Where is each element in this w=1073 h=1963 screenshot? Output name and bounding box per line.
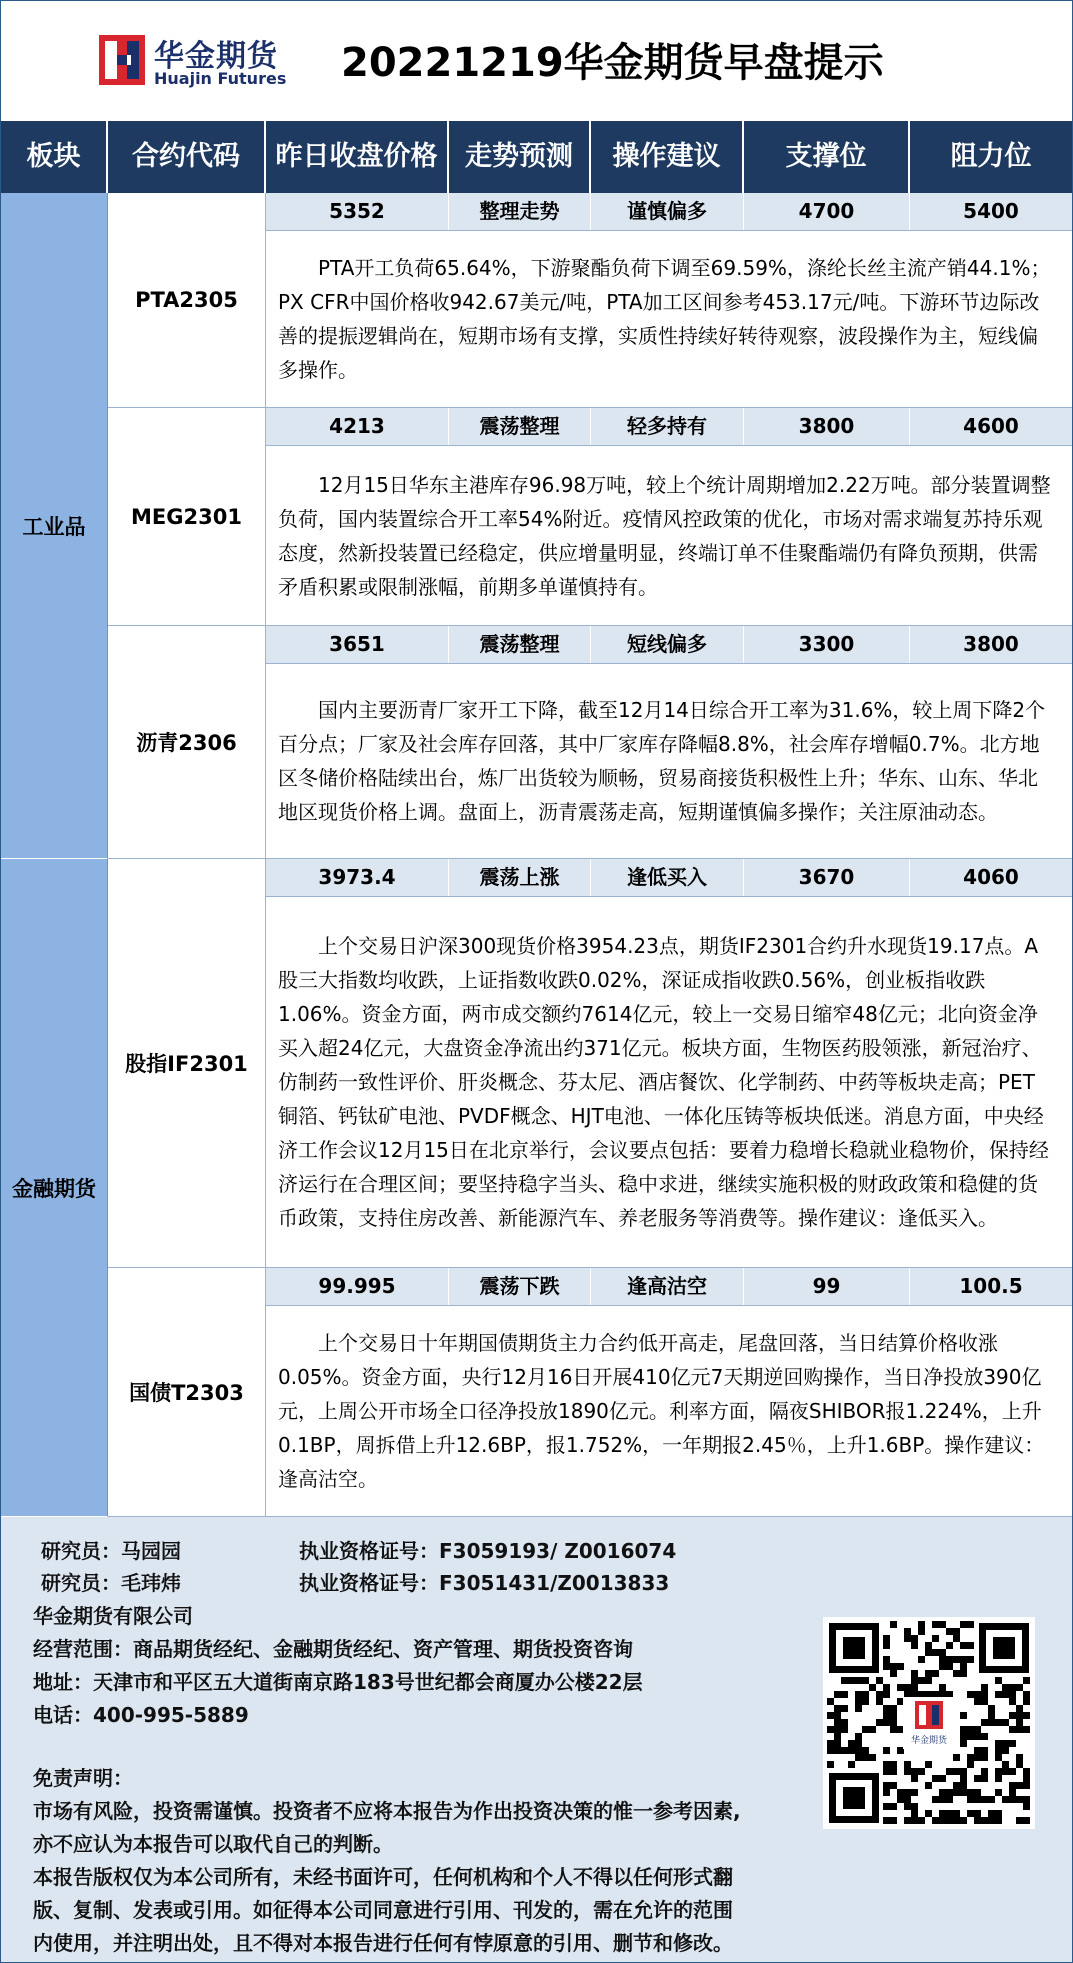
researcher-1: 研究员：马园园 <box>41 1539 181 1563</box>
license-1: 执业资格证号：F3059193/ Z0016074 <box>299 1539 677 1563</box>
table-row <box>266 626 1072 664</box>
support-level: 4700 <box>744 193 910 230</box>
col-trend: 走势预测 <box>449 121 591 193</box>
trend-forecast: 整理走势 <box>449 193 591 230</box>
contract-code: PTA2305 <box>108 193 266 408</box>
support-level: 3800 <box>744 408 910 445</box>
contract-code: 沥青2306 <box>108 626 266 859</box>
contract-code: 国债T2303 <box>108 1268 266 1517</box>
logo-chinese-name: 华金期货 <box>154 39 278 74</box>
support-level: 99 <box>744 1268 910 1305</box>
disclaimer-line: 版、复制、发表或引用。如征得本公司同意进行引用、刊发的，需在允许的范围 <box>33 1898 733 1922</box>
commentary <box>266 897 1072 1268</box>
trade-advice: 谨慎偏多 <box>591 193 744 230</box>
resistance-level: 4060 <box>963 865 1019 889</box>
commentary <box>266 664 1072 859</box>
researcher-2: 研究员：毛玮炜 <box>41 1571 181 1595</box>
col-sector: 板块 <box>1 121 108 193</box>
company-logo <box>99 31 299 91</box>
huajin-logo-icon <box>99 35 145 85</box>
resistance-level: 100.5 <box>959 1274 1023 1298</box>
prev-close: 5352 <box>266 193 449 230</box>
trade-advice: 逢低买入 <box>591 859 744 896</box>
company-phone: 电话：400-995-5889 <box>33 1703 249 1727</box>
prev-close: 3973.4 <box>266 859 449 896</box>
table-row <box>266 408 1072 446</box>
report-header <box>1 1 1072 121</box>
commentary <box>266 231 1072 408</box>
prev-close: 3651 <box>266 626 449 663</box>
resistance-level: 4600 <box>963 414 1019 438</box>
table-row <box>266 193 1072 231</box>
qr-code-icon <box>823 1617 1035 1829</box>
col-resistance: 阻力位 <box>950 141 1032 172</box>
business-scope: 经营范围：商品期货经纪、金融期货经纪、资产管理、期货投资咨询 <box>33 1637 633 1661</box>
resistance-level: 5400 <box>963 199 1019 223</box>
col-advice: 操作建议 <box>591 121 744 193</box>
disclaimer-line: 市场有风险，投资需谨慎。投资者不应将本报告为作出投资决策的惟一参考因素, <box>33 1799 741 1823</box>
trade-advice: 短线偏多 <box>591 626 744 663</box>
commentary-text: 上个交易日十年期国债期货主力合约低开高走，尾盘回落，当日结算价格收涨0.05%。资金方面，央行12月16日开展410亿元7天期逆回购操作，当日净投放390亿元，上周公开市场全口径净投放1890亿元。利率方面，隔夜SHIBOR报1.224%，上升0.1BP，周拆借上升12.6BP，报1.752%，一年期报2.45％，上升1.6BP。操作建议：逢高沽空。 <box>278 1331 1045 1491</box>
disclaimer-line: 本报告版权仅为本公司所有，未经书面许可，任何机构和个人不得以任何形式翻 <box>33 1865 733 1889</box>
disclaimer-line: 亦不应认为本报告可以取代自己的判断。 <box>33 1832 393 1856</box>
commentary <box>266 1306 1072 1517</box>
support-level: 3670 <box>744 859 910 896</box>
commentary-text: 上个交易日沪深300现货价格3954.23点，期货IF2301合约升水现货19.17点。A股三大指数均收跌，上证指数收跌0.02%，深证成指收跌0.56%，创业板指收跌1.06%。资金方面，两市成交额约7614亿元，较上一交易日缩窄48亿元；北向资金净买入超24亿元，大盘资金净流出约371亿元。板块方面，生物医药股领涨，新冠治疗、仿制药一致性评价、肝炎概念、芬太尼、酒店餐饮、化学制药、中药等板块走高；PET铜箔、钙钛矿电池、PVDF概念、HJT电池、一体化压铸等板块低迷。消息方面，中央经济工作会议12月15日在北京举行，会议要点包括：要着力稳增长稳就业稳物价，保持经济运行在合理区间；要坚持稳字当头、稳中求进，继续实施积极的财政政策和稳健的货币政策，支持住房改善、新能源汽车、养老服务等消费等。操作建议：逢低买入。 <box>278 934 1049 1230</box>
prev-close: 99.995 <box>266 1268 449 1305</box>
contract-code: MEG2301 <box>108 408 266 626</box>
trend-forecast: 震荡上涨 <box>449 859 591 896</box>
trade-advice: 逢高沽空 <box>591 1268 744 1305</box>
report-footer <box>1 1517 1072 1962</box>
table-row <box>266 1268 1072 1306</box>
commentary-text: 12月15日华东主港库存96.98万吨，较上个统计周期增加2.22万吨。部分装置调整负荷，国内装置综合开工率54%附近。疫情风控政策的优化，市场对需求端复苏持乐观态度，然新投装置已经稳定，供应增量明显，终端订单不佳聚酯端仍有降负预期，供需矛盾积累或限制涨幅，前期多单谨慎持有。 <box>278 472 1051 599</box>
sector-industrial: 工业品 <box>1 193 108 859</box>
contract-code: 股指IF2301 <box>108 859 266 1268</box>
trade-advice: 轻多持有 <box>591 408 744 445</box>
support-level: 3300 <box>744 626 910 663</box>
table-row <box>266 859 1072 897</box>
company-name: 华金期货有限公司 <box>33 1604 193 1628</box>
report-title: 20221219华金期货早盘提示 <box>341 40 884 86</box>
trend-forecast: 震荡下跌 <box>449 1268 591 1305</box>
col-support: 支撑位 <box>744 121 910 193</box>
commentary <box>266 446 1072 626</box>
company-address: 地址：天津市和平区五大道街南京路183号世纪都会商厦办公楼22层 <box>33 1670 643 1694</box>
col-contract-code: 合约代码 <box>108 121 266 193</box>
trend-forecast: 震荡整理 <box>449 408 591 445</box>
disclaimer-line: 内使用，并注明出处，且不得对本报告进行任何有悖原意的引用、删节和修改。 <box>33 1931 733 1955</box>
commentary-text: PTA开工负荷65.64%，下游聚酯负荷下调至69.59%，涤纶长丝主流产销44.1%；PX CFR中国价格收942.67美元/吨，PTA加工区间参考453.17元/吨。下游环节边际改善的提振逻辑尚在，短期市场有支撑，实质性持续好转待观察，波段操作为主，短线偏多操作。 <box>278 256 1051 382</box>
commentary-text: 国内主要沥青厂家开工下降，截至12月14日综合开工率为31.6%，较上周下降2个百分点；厂家及社会库存回落，其中厂家库存降幅8.8%，社会库存增幅0.7%。北方地区冬储价格陆续出台，炼厂出货较为顺畅，贸易商接货积极性上升；华东、山东、华北地区现货价格上调。盘面上，沥青震荡走高，短期谨慎偏多操作；关注原油动态。 <box>278 698 1046 824</box>
table-header <box>1 121 1072 193</box>
resistance-level: 3800 <box>963 632 1019 656</box>
qr-caption: 华金期货 <box>910 1736 948 1746</box>
prev-close: 4213 <box>266 408 449 445</box>
logo-english-name: Huajin Futures <box>154 69 287 88</box>
qr-code <box>823 1617 1035 1829</box>
disclaimer-title: 免责声明： <box>33 1766 133 1790</box>
license-2: 执业资格证号：F3051431/Z0013833 <box>299 1571 670 1595</box>
col-prev-close: 昨日收盘价格 <box>266 121 449 193</box>
trend-forecast: 震荡整理 <box>449 626 591 663</box>
sector-financial: 金融期货 <box>1 859 108 1517</box>
